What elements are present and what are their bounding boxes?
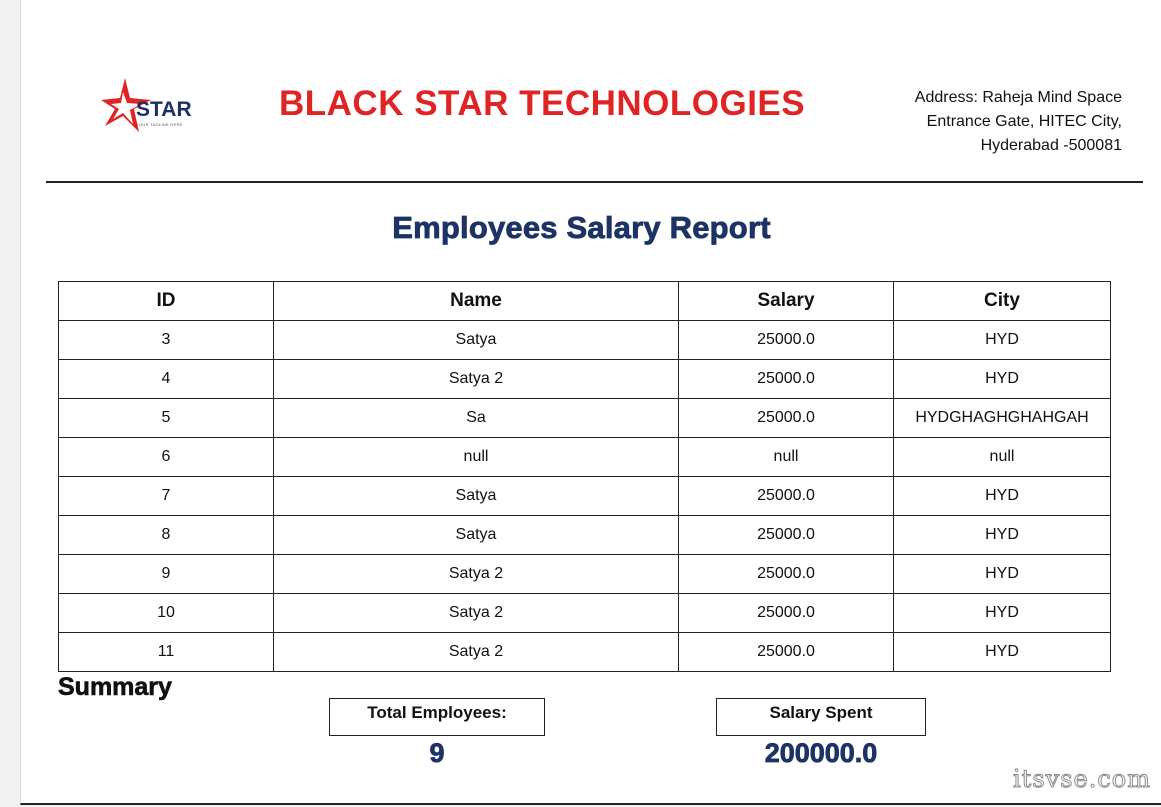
total-employees-label: Total Employees: (329, 698, 545, 736)
column-header-name: Name (274, 282, 679, 321)
cell-id: 5 (59, 399, 274, 438)
salary-spent-value: 200000.0 (764, 738, 878, 768)
total-employees-value: 9 (429, 738, 445, 768)
cell-id: 8 (59, 516, 274, 555)
table-row (59, 555, 1111, 594)
table-row (59, 321, 1111, 360)
logo-tagline: YOUR TAGLINE HERE (136, 122, 183, 127)
cell-salary: 25000.0 (679, 516, 894, 555)
cell-id: 9 (59, 555, 274, 594)
cell-name: Sa (274, 399, 679, 438)
cell-city: HYD (894, 594, 1111, 633)
report-title: Employees Salary Report (392, 210, 771, 245)
cell-city: HYD (894, 555, 1111, 594)
salary-spent-label: Salary Spent (716, 698, 926, 736)
cell-id: 7 (59, 477, 274, 516)
summary-title: Summary (58, 673, 172, 701)
address-line: Address: Raheja Mind Space (914, 89, 1122, 106)
cell-name: Satya 2 (274, 633, 679, 672)
cell-salary: 25000.0 (679, 321, 894, 360)
company-logo (101, 76, 221, 138)
company-address (802, 86, 1122, 158)
cell-id: 4 (59, 360, 274, 399)
cell-city: null (894, 438, 1111, 477)
cell-city: HYDGHAGHGHAHGAH (894, 399, 1111, 438)
address-line: Entrance Gate, HITEC City, (926, 113, 1122, 130)
address-line: Hyderabad -500081 (980, 137, 1122, 154)
table-row (59, 516, 1111, 555)
cell-salary: 25000.0 (679, 594, 894, 633)
table-row (59, 594, 1111, 633)
cell-name: Satya (274, 477, 679, 516)
report-page (20, 0, 1161, 805)
logo-text: STAR (136, 98, 192, 121)
cell-name: Satya (274, 321, 679, 360)
cell-salary: 25000.0 (679, 477, 894, 516)
table-row (59, 633, 1111, 672)
cell-id: 3 (59, 321, 274, 360)
cell-salary: null (679, 438, 894, 477)
table-body (59, 321, 1111, 672)
table-header-row (59, 282, 1111, 321)
cell-city: HYD (894, 321, 1111, 360)
cell-name: Satya 2 (274, 594, 679, 633)
table-row (59, 438, 1111, 477)
column-header-id: ID (59, 282, 274, 321)
cell-city: HYD (894, 477, 1111, 516)
cell-name: Satya (274, 516, 679, 555)
cell-id: 6 (59, 438, 274, 477)
cell-id: 11 (59, 633, 274, 672)
header-divider (46, 181, 1143, 183)
table-row (59, 477, 1111, 516)
cell-salary: 25000.0 (679, 399, 894, 438)
table-row (59, 399, 1111, 438)
cell-name: Satya 2 (274, 555, 679, 594)
employees-table (58, 281, 1111, 672)
cell-id: 10 (59, 594, 274, 633)
cell-salary: 25000.0 (679, 555, 894, 594)
column-header-city: City (894, 282, 1111, 321)
cell-city: HYD (894, 360, 1111, 399)
column-header-salary: Salary (679, 282, 894, 321)
cell-salary: 25000.0 (679, 360, 894, 399)
cell-name: null (274, 438, 679, 477)
table-row (59, 360, 1111, 399)
watermark: itsvse.com (1013, 765, 1151, 793)
cell-name: Satya 2 (274, 360, 679, 399)
cell-city: HYD (894, 516, 1111, 555)
company-name: BLACK STAR TECHNOLOGIES (279, 84, 806, 123)
cell-city: HYD (894, 633, 1111, 672)
cell-salary: 25000.0 (679, 633, 894, 672)
